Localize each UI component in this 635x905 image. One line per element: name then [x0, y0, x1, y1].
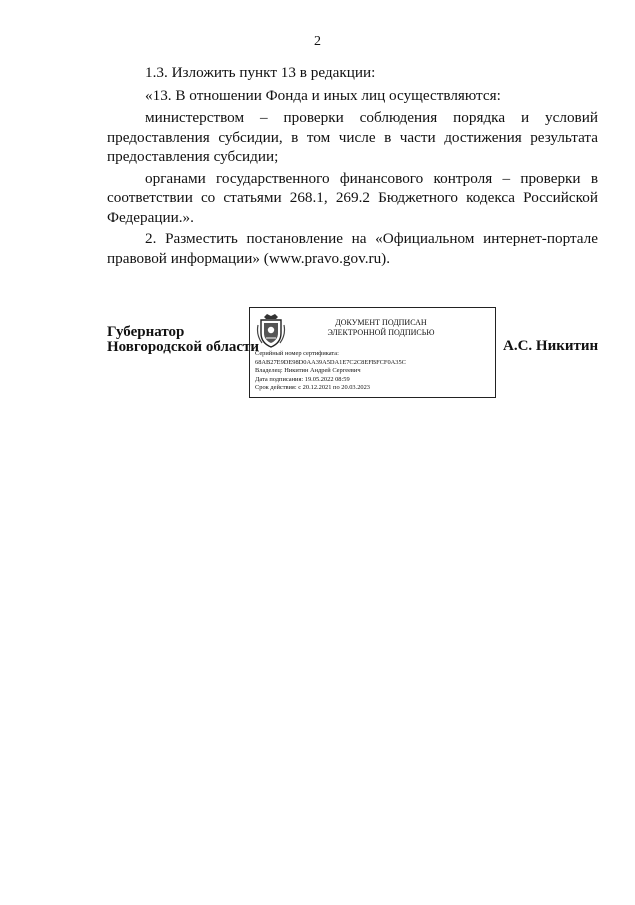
stamp-title [296, 318, 466, 338]
paragraph-control-bodies: органами государственного финансового контроля – проверки в соответствии со статьями 268.1, 269.2 Бюджетного кодекса Российской Федерации.». [107, 169, 598, 226]
paragraph-item-13: «13. В отношении Фонда и иных лиц осуществляются: [145, 86, 501, 104]
signatory-position [107, 325, 259, 355]
page-number: 2 [314, 34, 321, 49]
stamp-title-line-2: ЭЛЕКТРОННОЙ ПОДПИСЬЮ [327, 328, 435, 337]
signing-date: Дата подписания: 19.05.2022 08:59 [255, 375, 350, 383]
certificate-owner: Владелец: Никитин Андрей Сергеевич [255, 367, 361, 375]
validity-period: Срок действия: с 20.12.2021 по 20.03.2023 [255, 384, 371, 392]
signatory-name: А.С. Никитин [503, 338, 599, 354]
stamp-details [255, 350, 406, 393]
paragraph-publish: 2. Разместить постановление на «Официальном интернет-портале правовой информации» (www.pravo.gov.ru). [107, 230, 598, 267]
paragraph-ministry: министерством – проверки соблюдения порядка и условий предоставления субсидии, в том числе в части достижения результата предоставления субсидии; [107, 109, 598, 165]
serial-label: Серийный номер сертификата: [255, 350, 339, 357]
position-line-1: Губернатор [107, 324, 185, 340]
position-line-2: Новгородской области [107, 339, 260, 355]
stamp-title-line-1: ДОКУМЕНТ ПОДПИСАН [335, 318, 427, 327]
serial-number: 68AB27E9DE98D0AA39A5DA1E7C2C8EFBFCF0A35C [255, 358, 406, 366]
coat-of-arms-icon [256, 313, 286, 349]
document-body [107, 63, 598, 268]
paragraph-item-1-3: 1.3. Изложить пункт 13 в редакции: [145, 64, 376, 81]
electronic-signature-stamp [249, 307, 496, 398]
